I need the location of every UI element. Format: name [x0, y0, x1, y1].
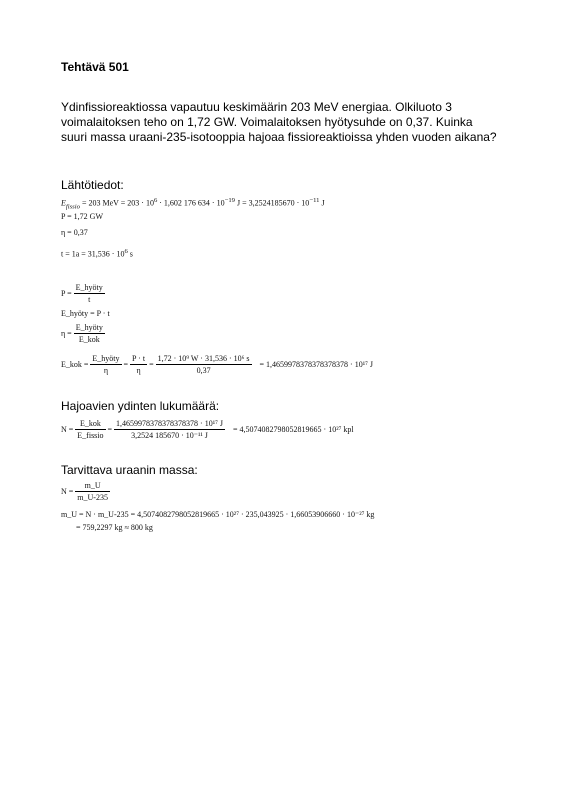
- formula-power: P = $\frac{\text{E\_hyöty}}{t}$: [61, 283, 103, 304]
- section-heading-given: Lähtötiedot:: [61, 178, 124, 192]
- given-power: P = 1,72 GW: [61, 212, 103, 221]
- formula-mass-calc: m_U = N · m_U-235 = 4,5074082798052819665 · 10²⁷ · 235,043925 · 1,66053906660 · 10⁻²⁷ kg: [61, 510, 375, 519]
- formula-nuclei: N = $\frac{\text{E\_kok}}{\text{E\_fissio}}$ = $\frac{\text{1,4659978378378378378 · 10¹⁷ J}}{\text{3,2524 185670 · 10⁻¹¹ J}}$ = 4,5074082798052819665 · 10²⁷ kpl: [61, 419, 354, 440]
- formula-mass-result: = 759,2297 kg ≈ 800 kg: [76, 523, 153, 532]
- page-title: Tehtävä 501: [61, 60, 129, 74]
- section-heading-nuclei: Hajoavien ydinten lukumäärä:: [61, 399, 220, 413]
- formula-total-energy: E_kok = $\frac{\text{E\_hyöty}}{\eta}$ = $\frac{P \cdot t}{\eta}$ = $\frac{\text{1,72 · 10⁹ W · 31,536 · 10⁶ s}}{0,37}$ = 1,4659978378378378378 · 10¹⁷ J: [61, 354, 374, 375]
- formula-useful-energy: E_hyöty = P · t: [61, 309, 110, 318]
- problem-statement: Ydinfissioreaktiossa vapautuu keskimäärin 203 MeV energiaa. Olkiluoto 3 voimalaitoksen teho on 1,72 GW. Voimalaitoksen hyötysuhde on 0,37. Kuinka suuri massa uraani-235-isotooppia hajoaa fissioreaktioissa yhden vuoden aikana?: [61, 100, 497, 144]
- given-time: $t = 1a = 31,536 \cdot 10^6$ s: [61, 248, 133, 259]
- given-energy: $E_{fissio} = 203$ MeV = $203 \cdot 10^6 \cdot 1,602$ 176 $634 \cdot 10^{-19}$ $J = 3,2524185670 \cdot 10^{-11}$ J: [61, 197, 325, 211]
- given-efficiency: η = 0,37: [61, 228, 88, 237]
- formula-efficiency: η = $\frac{\text{E\_hyöty}}{\text{E\_kok}}$: [61, 323, 103, 344]
- formula-mass-ratio: N = $\frac{m\_U}{m\_U-235}$: [61, 481, 108, 502]
- section-heading-mass: Tarvittava uraanin massa:: [61, 463, 198, 477]
